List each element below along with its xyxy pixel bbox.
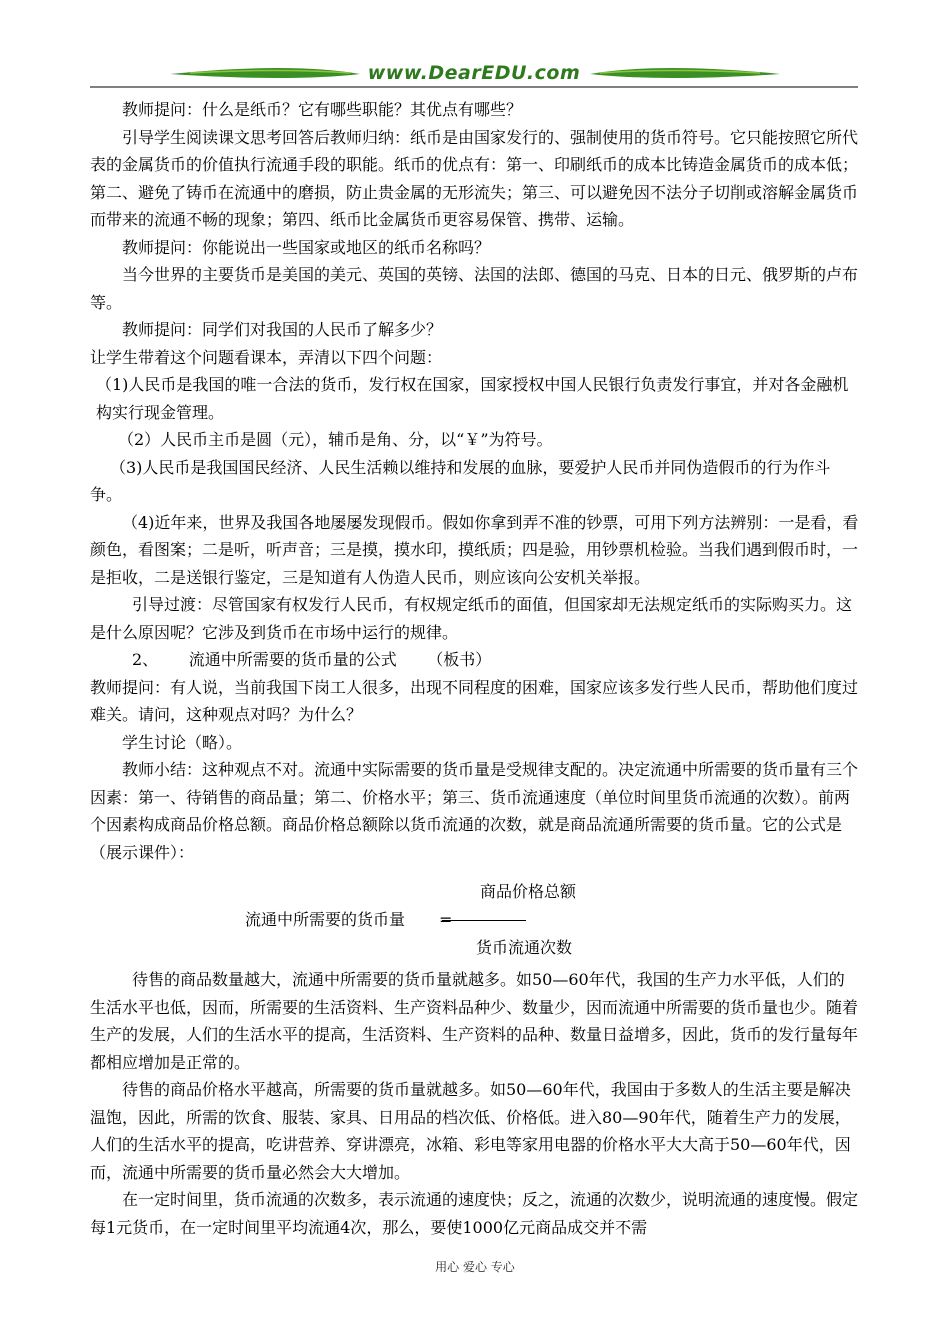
- paragraph: 待售的商品数量越大，流通中所需要的货币量就越多。如50—60年代，我国的生产力水平低，人们的生活水平也低，因而，所需要的生活资料、生产资料品种少、数量少，因而流通中所需要的货币量也少。随着生产的发展，人们的生活水平的提高，生活资料、生产资料的品种、数量日益增多，因此，货币的发行量每年都相应增加是正常的。: [90, 970, 859, 1072]
- paragraph: 学生讨论（略）。: [122, 732, 243, 752]
- site-logo-text: www.DearEDU.com: [367, 62, 581, 84]
- money-formula: [90, 866, 860, 966]
- formula-numerator: 商品价格总额: [480, 882, 577, 901]
- fraction-bar: [442, 920, 526, 921]
- paragraph: 待售的商品价格水平越高，所需要的货币量就越多。如50—60年代，我国由于多数人的生活主要是解决温饱，因此，所需的饮食、服装、家具、日用品的档次低、价格低。进入80—90年代，随着生产力的发展，人们的生活水平的提高，吃讲营养、穿讲漂亮，冰箱、彩电等家用电器的价格水平大大高于50—60年代，因而，流通中所需要的货币量必然会大大增加。: [90, 1080, 851, 1182]
- paragraph: 引导过渡：尽管国家有权发行人民币，有权规定纸币的面值，但国家却无法规定纸币的实际购买力。这是什么原因呢？它涉及到货币在市场中运行的规律。: [90, 595, 853, 642]
- page-footer: 用心 爱心 专心: [435, 1260, 515, 1274]
- paragraph: 让学生带着这个问题看课本，弄清以下四个问题：: [90, 347, 443, 367]
- formula-denominator: 货币流通次数: [476, 938, 573, 957]
- list-item: （2）人民币主币是圆（元），辅币是角、分，以“￥”为符号。: [118, 430, 553, 449]
- paragraph: 教师小结：这种观点不对。流通中实际需要的货币量是受规律支配的。决定流通中所需要的货币量有三个因素：第一、待销售的商品量；第二、价格水平；第三、货币流通速度（单位时间里货币流通的次数）。前两个因素构成商品价格总额。商品价格总额除以货币流通的次数，就是商品流通所需要的货币量。它的公式是（展示课件）：: [90, 760, 859, 862]
- document-body: [90, 96, 860, 1241]
- section-heading: 2、 流通中所需要的货币量的公式 （板书）: [132, 650, 492, 669]
- page-header: [90, 58, 858, 92]
- paragraph: 教师提问：什么是纸币？它有哪些职能？其优点有哪些？: [122, 100, 523, 119]
- list-item: （4)近年来，世界及我国各地屡屡发现假币。假如你拿到弄不准的钞票，可用下列方法辨别：一是看，看颜色，看图案；二是听，听声音；三是摸，摸水印，摸纸质；四是验，用钞票机检验。当我们遇到假币时，一是拒收，二是送银行鉴定，三是知道有人伪造人民币，则应该向公安机关举报。: [90, 512, 859, 587]
- paragraph: 教师提问：同学们对我国的人民币了解多少？: [122, 320, 443, 339]
- formula-lhs: 流通中所需要的货币量: [245, 910, 406, 929]
- list-item: （3)人民币是我国国民经济、人民生活赖以维持和发展的血脉，要爱护人民币并同伪造假币的行为作斗争。: [90, 457, 831, 504]
- list-item: （1)人民币是我国的唯一合法的货币，发行权在国家，国家授权中国人民银行负责发行事宜，并对各金融机构实行现金管理。: [96, 375, 849, 422]
- paragraph: 在一定时间里，货币流通的次数多，表示流通的速度快；反之，流通的次数少，说明流通的速度慢。假定每1元货币，在一定时间里平均流通4次，那么，要使1000亿元商品成交并不需: [90, 1190, 859, 1237]
- paragraph: 当今世界的主要货币是美国的美元、英国的英镑、法国的法郎、德国的马克、日本的日元、俄罗斯的卢布等。: [90, 265, 859, 312]
- paragraph: 教师提问：有人说，当前我国下岗工人很多，出现不同程度的困难，国家应该多发行些人民币，帮助他们度过难关。请问，这种观点对吗？为什么？: [90, 677, 859, 724]
- paragraph: 教师提问：你能说出一些国家或地区的纸币名称吗？: [122, 237, 491, 257]
- formula-equals: =: [439, 910, 453, 929]
- paragraph: 引导学生阅读课文思考回答后教师归纳：纸币是由国家发行的、强制使用的货币符号。它只能按照它所代表的金属货币的价值执行流通手段的职能。纸币的优点有：第一、印刷纸币的成本比铸造金属货币的成本低；第二、避免了铸币在流通中的磨损，防止贵金属的无形流失；第三、可以避免因不法分子切削或溶解金属货币而带来的流通不畅的现象；第四、纸币比金属货币更容易保管、携带、运输。: [90, 127, 859, 229]
